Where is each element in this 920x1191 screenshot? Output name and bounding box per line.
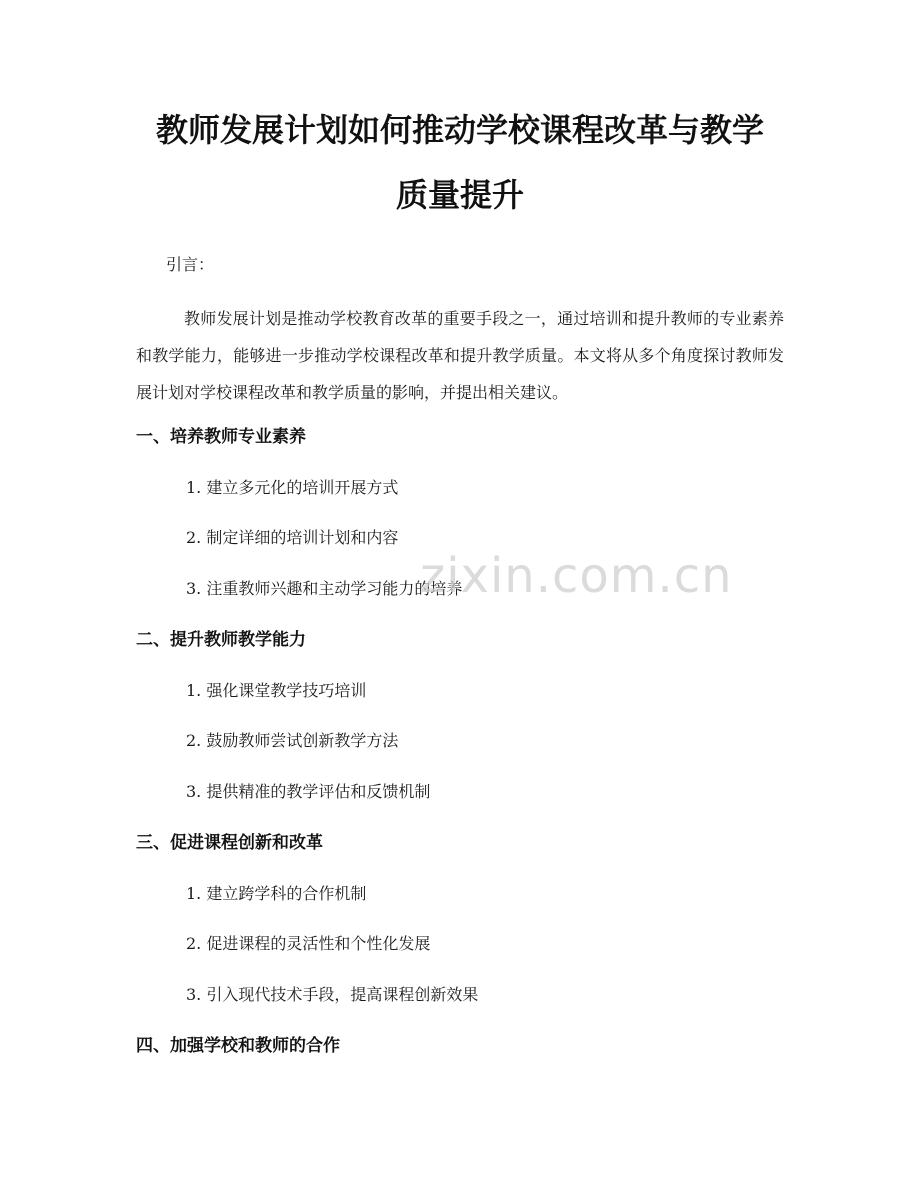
section-1-item-1: 1. 建立多元化的培训开展方式	[186, 478, 399, 497]
section-3-item-3: 3. 引入现代技术手段，提高课程创新效果	[186, 985, 479, 1004]
section-heading-2: 二、提升教师教学能力	[136, 630, 306, 650]
section-2-item-1: 1. 强化课堂教学技巧培训	[186, 681, 367, 700]
document-title-line1: 教师发展计划如何推动学校课程改革与教学	[155, 111, 764, 149]
section-3-item-2: 2. 促进课程的灵活性和个性化发展	[186, 934, 431, 953]
document-title-line2: 质量提升	[395, 176, 524, 214]
section-heading-1: 一、培养教师专业素养	[136, 427, 306, 447]
watermark: zixin.com.cn	[420, 548, 733, 604]
intro-label: 引言：	[166, 255, 215, 274]
section-2-item-3: 3. 提供精准的教学评估和反馈机制	[186, 782, 431, 801]
section-heading-3: 三、促进课程创新和改革	[136, 833, 323, 853]
section-1-item-2: 2. 制定详细的培训计划和内容	[186, 528, 399, 547]
intro-paragraph: 教师发展计划是推动学校教育改革的重要手段之一，通过培训和提升教师的专业素养和教学能力，能够进一步推动学校课程改革和提升教学质量。本文将从多个角度探讨教师发展计划对学校课程改革和教学质量的影响，并提出相关建议。	[136, 309, 784, 402]
section-3-item-1: 1. 建立跨学科的合作机制	[186, 884, 367, 903]
section-1-item-3: 3. 注重教师兴趣和主动学习能力的培养	[186, 579, 463, 598]
section-2-item-2: 2. 鼓励教师尝试创新教学方法	[186, 731, 399, 750]
section-heading-4: 四、加强学校和教师的合作	[136, 1036, 340, 1056]
